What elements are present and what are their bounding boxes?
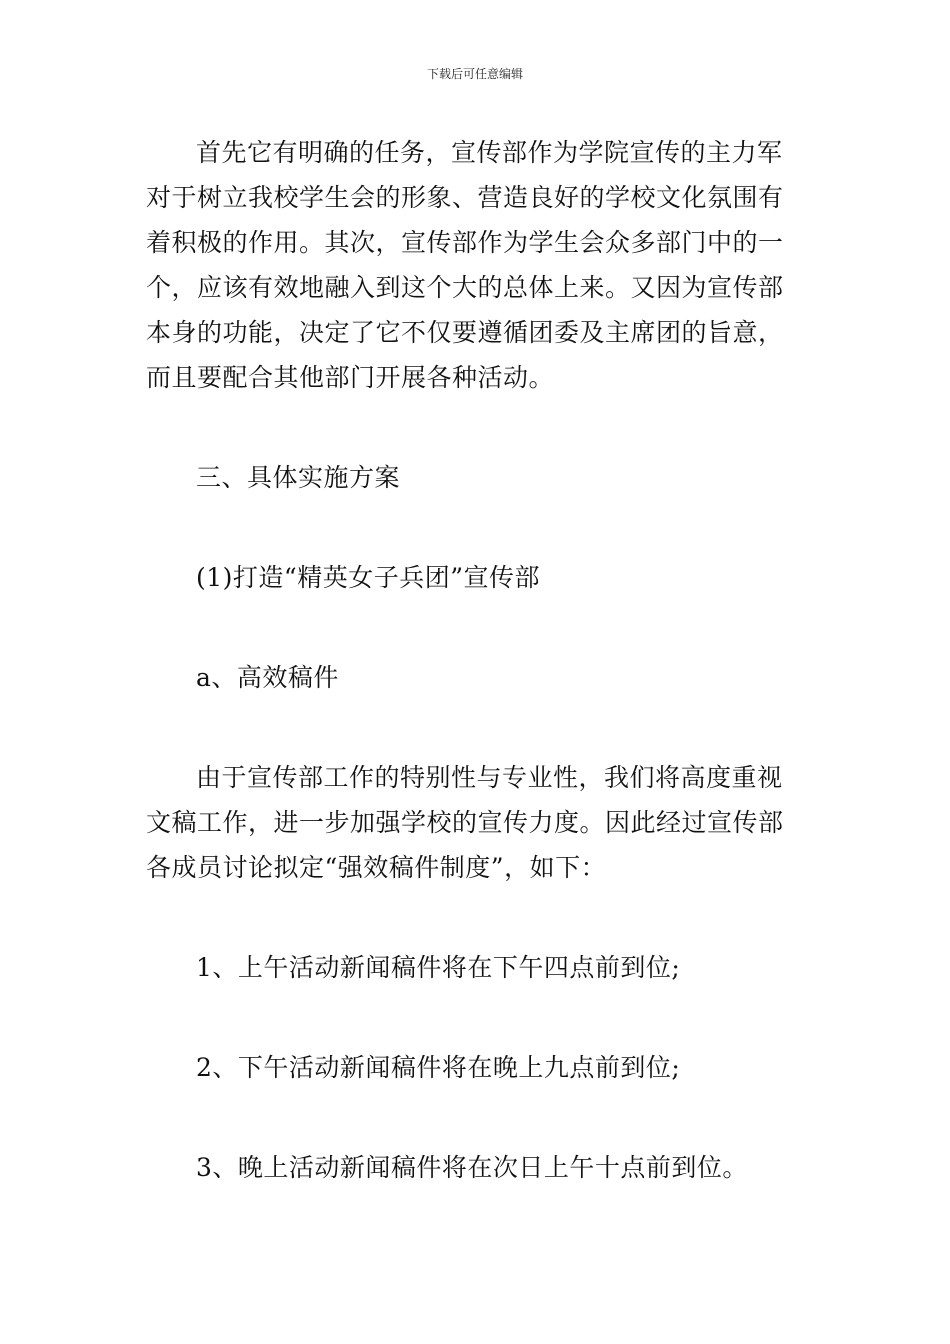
- text-line: 对于树立我校学生会的形象、营造良好的学校文化氛围有: [146, 183, 784, 212]
- header-note: 下载后可任意编辑: [426, 67, 523, 81]
- text-line: 文稿工作，进一步加强学校的宣传力度。因此经过宣传部: [146, 808, 784, 837]
- rule-item: 2、下午活动新闻稿件将在晚上九点前到位;: [196, 1053, 681, 1082]
- text-line: 各成员讨论拟定“强效稿件制度”，如下：: [146, 853, 607, 882]
- text-line: 而且要配合其他部门开展各种活动。: [146, 363, 555, 392]
- text-line: 本身的功能，决定了它不仅要遵循团委及主席团的旨意，: [146, 318, 784, 347]
- subsection-heading: (1)打造“精英女子兵团”宣传部: [196, 563, 540, 592]
- paragraph-role-of-department: [146, 130, 810, 400]
- text-line: 由于宣传部工作的特别性与专业性，我们将高度重视: [196, 763, 783, 792]
- text-line: 首先它有明确的任务，宣传部作为学院宣传的主力军: [196, 138, 783, 167]
- text-line: 着积极的作用。其次，宣传部作为学生会众多部门中的一: [146, 228, 784, 257]
- text-line: 个，应该有效地融入到这个大的总体上来。又因为宣传部: [146, 273, 784, 302]
- rule-item: 1、上午活动新闻稿件将在下午四点前到位;: [196, 953, 681, 982]
- document-body: [146, 130, 810, 1190]
- item-heading: a、高效稿件: [196, 663, 339, 692]
- section-heading: 三、具体实施方案: [196, 463, 401, 492]
- paragraph-manuscript-policy: [146, 755, 810, 890]
- rule-item: 3、晚上活动新闻稿件将在次日上午十点前到位。: [196, 1153, 748, 1182]
